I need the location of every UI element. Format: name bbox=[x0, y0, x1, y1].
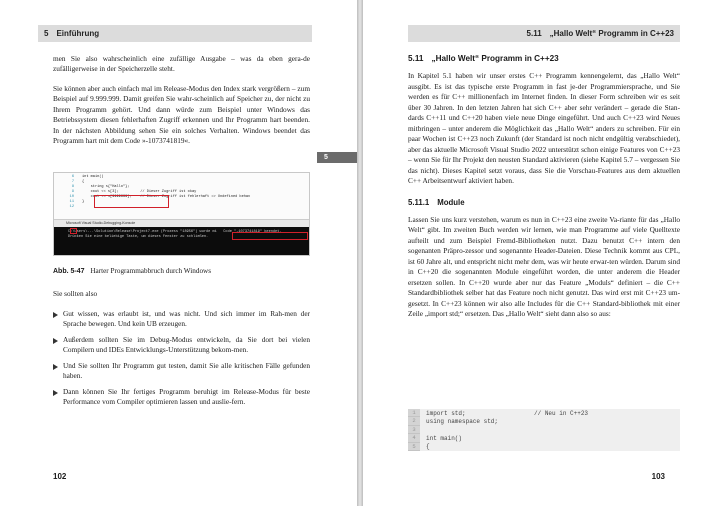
listing-row bbox=[408, 426, 680, 434]
listing-code: using namespace std; bbox=[426, 418, 499, 426]
figure-line-number: 9 bbox=[71, 190, 74, 194]
chapter-title: Einführung bbox=[56, 29, 100, 38]
running-head-right bbox=[408, 25, 680, 42]
list-item: Außerdem sollten Sie im Debug-Modus entwickeln, da Sie dort bei vielen Compilern und IDEs Entwicklungs-Unterstützung bekom-men. bbox=[53, 335, 310, 356]
highlight-box-cursor bbox=[70, 228, 77, 234]
console-line: C:\Users\...\Solution\Release\Project7.exe (Prozess "18956") wurde mi Code "-1073741819" beendet. bbox=[68, 230, 282, 234]
figure-code-line: { bbox=[82, 180, 85, 184]
figure-code-line: } bbox=[82, 200, 85, 204]
figure-line-number: 8 bbox=[71, 185, 74, 189]
left-top-text bbox=[53, 54, 310, 156]
listing-line-number: 5 bbox=[408, 443, 420, 451]
page-number-right: 103 bbox=[651, 472, 665, 481]
figure-line-number: 12 bbox=[69, 205, 74, 209]
running-head-number: 5.11 bbox=[526, 29, 542, 38]
right-text bbox=[408, 54, 680, 328]
running-head-title: „Hallo Welt“ Programm in C++23 bbox=[549, 29, 674, 38]
figure-code-editor bbox=[54, 173, 309, 219]
chapter-number: 5 bbox=[44, 29, 49, 38]
listing-line-number: 3 bbox=[408, 426, 420, 434]
figure-code-line: int main() bbox=[82, 175, 104, 179]
left-bottom-text bbox=[53, 266, 310, 413]
caption-label: Abb. 5-47 bbox=[53, 268, 85, 275]
listing-line-number: 2 bbox=[408, 417, 420, 425]
listing-line-number: 1 bbox=[408, 409, 420, 417]
paragraph: Sie können aber auch einfach mal im Release-Modus den Index stark vergrößern – zum Beispiel auf 9.999.999. Damit greifen Sie wahr-scheinlich auf Speicher zu, der nicht zu Ihrem Programm gehört. Und dann würde zum Beispiel unter Windows das Betriebssystem diesen fehlerhaften Zugriff erkennen und Ihr Programm hart beenden. In der nächsten Abbildung sehen Sie ein solches Verhalten. Windows beendet das Programm hart mit dem Code »-1073741819«. bbox=[53, 83, 310, 146]
figure-line-numbers bbox=[54, 175, 74, 210]
left-page bbox=[0, 0, 357, 506]
list-item: Und Sie sollten Ihr Programm gut testen, damit Sie alle kritischen Fälle gefunden haben. bbox=[53, 361, 310, 382]
running-head-left bbox=[38, 25, 312, 42]
paragraph: Lassen Sie uns kurz verstehen, warum es nun in C++23 eine zweite Va-riante für das „Hallo Welt“ gibt. Im zweiten Buch werden wir lernen, wie man Programme auf viele Quelltexte aufteilt und zum Beispiel Fremd-Bibliotheken nutzt. Dazu benutzt C++ intern den sogenanten Präpro-zessor und sogenannte Header-Dateien. Diese Technik kommt aus CPL, ist 60 Jahre alt, und entspricht nicht mehr dem, was wir heute erwar-ten würden. Darum sind in C++20 die sogenannten Module eingeführt worden, die unter anderem die Header ersetzen sollen. In C++20 wurde aber nur das Feature „Moduls“ definiert – die C++ Standardbibliothek selber hat das Feature noch nicht genutzt. Das wird erst mit C++23 um-gesetzt. In C++23 können wir also alle Includes für die C++ Standard-bibliothek mit einer Zeile „import std;“ ersetzen. Das „Hallo Welt“ sieht dann also so aus: bbox=[408, 214, 680, 318]
listing-row bbox=[408, 417, 680, 425]
listing-row bbox=[408, 409, 680, 417]
code-listing bbox=[408, 409, 680, 451]
console-title-bar: Microsoft Visual Studio-Debugging-Konsole bbox=[54, 219, 309, 227]
figure-caption bbox=[53, 266, 310, 277]
highlight-box-exit-code bbox=[232, 232, 308, 240]
list-item: Gut wissen, was erlaubt ist, und was nicht. Und sich immer im Rah-men der Sprache bewegen. Und kein UB erzeugen. bbox=[53, 309, 310, 330]
screenshot-figure bbox=[53, 172, 310, 256]
list-item: Dann können Sie Ihr fertiges Programm beruhigt im Release-Modus für beste Performance vom Compiler optimieren lassen und auslie-fern. bbox=[53, 387, 310, 408]
listing-row bbox=[408, 434, 680, 442]
paragraph: men Sie also wahrscheinlich eine zufällige Ausgabe – was da eben gera-de zufälligerweise in der Speicherzelle steht. bbox=[53, 54, 310, 74]
subsection-title: Module bbox=[437, 198, 465, 208]
intro-text: Sie sollten also bbox=[53, 289, 98, 299]
section-number: 5.11 bbox=[408, 54, 424, 63]
bullet-list bbox=[53, 309, 310, 408]
figure-line-number: 6 bbox=[71, 175, 74, 179]
figure-line-number: 7 bbox=[71, 180, 74, 184]
console-line: Drücken Sie eine beliebige Taste, um dieses Fenster zu schließen. bbox=[68, 235, 209, 239]
page-number-left: 102 bbox=[53, 472, 67, 481]
section-title: „Hallo Welt“ Programm in C++23 bbox=[431, 54, 559, 63]
listing-code: { bbox=[426, 443, 430, 451]
listing-code: import std; // Neu in C++23 bbox=[426, 409, 589, 417]
section-heading bbox=[408, 54, 680, 64]
listing-row bbox=[408, 443, 680, 451]
caption-text: Harter Programmabbruch durch Windows bbox=[90, 267, 212, 275]
highlight-box-code bbox=[94, 195, 169, 208]
figure-code-line: cout << s[3]; // Dieser Zugriff ist okay bbox=[82, 190, 197, 194]
subsection-heading bbox=[408, 198, 680, 208]
figure-line-number: 10 bbox=[69, 195, 74, 199]
figure-line-number: 11 bbox=[69, 200, 74, 204]
figure-code-line: cout << s[9999999]; // Dieser Zugriff ist fehlerhaft => Undefined behav bbox=[82, 195, 251, 199]
listing-line-number: 4 bbox=[408, 434, 420, 442]
chapter-thumb-tab: 5 bbox=[317, 152, 357, 163]
listing-code: int main() bbox=[426, 434, 463, 442]
figure-code-line: string s{"Hallo"}; bbox=[82, 185, 130, 189]
paragraph: In Kapitel 5.1 haben wir unser erstes C++ Programm kennengelernt, das „Hallo Welt“ ausgibt. Es ist das typische erste Programm in fast je-der Programmiersprache, und Sie werden es für C++ millionenfach im Internet finden. In dieser Form schreiben wir es seit über 30 Jahren. In den letzten Jahren hat sich C++ aber sehr verändert – gerade die Stan-dards C++11 und C++20 haben viele neue Dinge eingeführt. Und auch C++23 wird Neues mitbringen – unter anderem die Möglichkeit das „Hallo Welt“ anders zu schreiben. Für ein paar Wochen ist C++23 noch Zukunft (der Standard ist noch nicht endgültig verabschiedet), aber das aktuelle Microsoft Visual Studio 2022 unterstützt schon einige Features von C++23 – wenn Sie für Ihr Projekt den neusten Standard aktivieren (siehe Kapitel 5.7 – vergessen Sie das nicht). Dieses Kapitel setzt voraus, dass Sie die Vorschau-Features aus dem aktuellen C++ Arbeitsentwurf aktiviert haben. bbox=[408, 71, 680, 185]
subsection-number: 5.11.1 bbox=[408, 198, 430, 208]
